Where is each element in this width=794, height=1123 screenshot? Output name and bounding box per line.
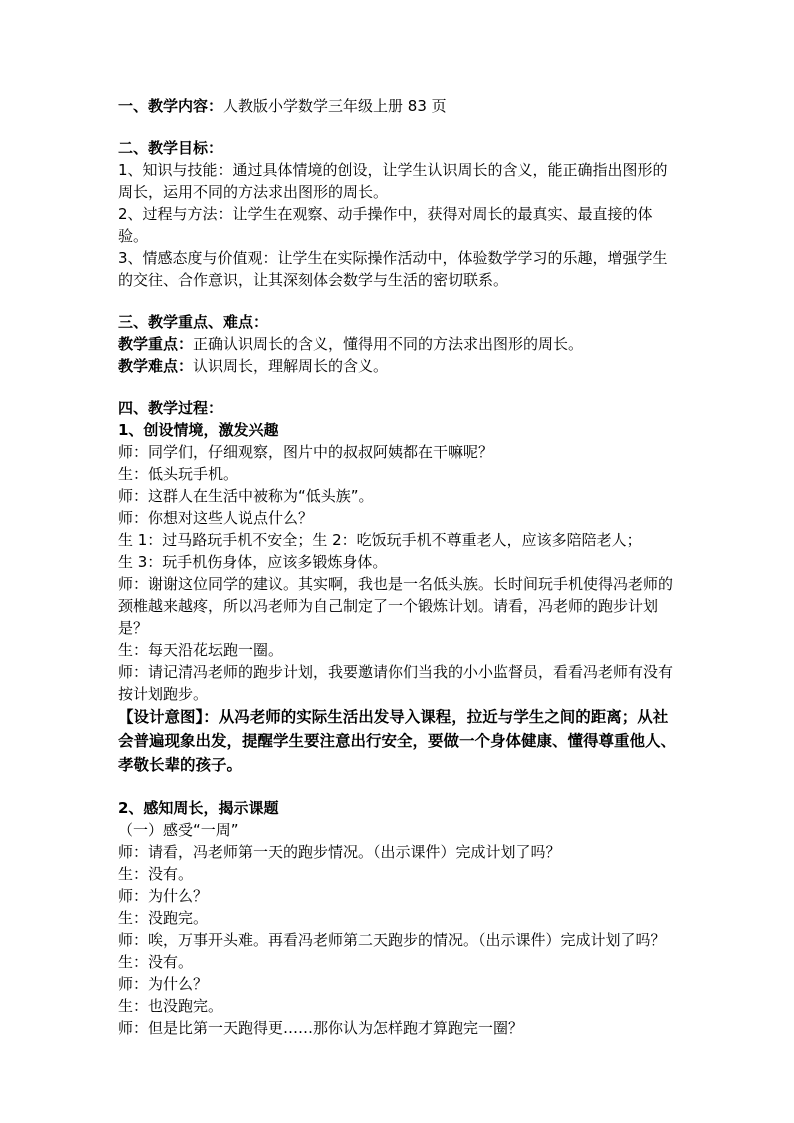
- teaching-focus: [118, 333, 682, 355]
- objectives-heading: 二、教学目标：: [118, 139, 224, 157]
- dialogue-line: 师：谢谢这位同学的建议。其实啊，我也是一名低头族。长时间玩手机使得冯老师的颈椎越来越疼，所以冯老师为自己制定了一个锻炼计划。请看，冯老师的跑步计划是？: [118, 575, 674, 637]
- keypoints-heading: 三、教学重点、难点：: [118, 313, 269, 331]
- dialogue-line: 师：同学们，仔细观察，图片中的叔叔阿姨都在干嘛呢？: [118, 443, 494, 461]
- dialogue-line: 生：没有。: [118, 953, 194, 971]
- section2-subtitle: （一）感受“一周”: [118, 821, 239, 839]
- teaching-content-label: 一、教学内容：: [118, 97, 224, 115]
- dialogue-line: 师：这群人在生活中被称为“低头族”。: [118, 487, 374, 505]
- dialogue-line: 师：请看，冯老师第一天的跑步情况。（出示课件）完成计划了吗？: [118, 843, 561, 861]
- dialogue-line: 生 3：玩手机伤身体，应该多锻炼身体。: [118, 553, 388, 571]
- teaching-difficulty-value: 认识周长，理解周长的含义。: [193, 357, 389, 375]
- teaching-focus-label: 教学重点：: [118, 335, 194, 353]
- dialogue-line: 生：没有。: [118, 865, 194, 883]
- dialogue-line: 师：但是比第一天跑得更……那你认为怎样跑才算跑完一圈？: [118, 1019, 524, 1037]
- dialogue-line: 师：你想对这些人说点什么？: [118, 509, 314, 527]
- dialogue-line: 师：唉，万事开头难。再看冯老师第二天跑步的情况。（出示课件）完成计划了吗？: [118, 931, 666, 949]
- dialogue-line: 师：为什么？: [118, 887, 209, 905]
- dialogue-line: 生 1：过马路玩手机不安全；生 2：吃饭玩手机不尊重老人，应该多陪陪老人；: [118, 531, 642, 549]
- teaching-difficulty: [118, 355, 682, 377]
- section1-title: 1、创设情境，激发兴趣: [118, 421, 279, 439]
- teaching-content-value: 人教版小学数学三年级上册 83 页: [223, 97, 447, 115]
- dialogue-line: 师：为什么？: [118, 975, 209, 993]
- teaching-difficulty-label: 教学难点：: [118, 357, 194, 375]
- dialogue-line: 生：没跑完。: [118, 909, 209, 927]
- objective-item: 2、过程与方法：让学生在观察、动手操作中，获得对周长的最真实、最直接的体验。: [118, 205, 653, 245]
- dialogue-line: 生：也没跑完。: [118, 997, 224, 1015]
- dialogue-line: 生：每天沿花坛跑一圈。: [118, 641, 284, 659]
- process-heading: 四、教学过程：: [118, 399, 224, 417]
- teaching-focus-value: 正确认识周长的含义，懂得用不同的方法求出图形的周长。: [193, 335, 584, 353]
- teaching-content: [118, 95, 682, 117]
- design-intent: 【设计意图】：从冯老师的实际生活出发导入课程，拉近与学生之间的距离；从社会普遍现象出发，提醒学生要注意出行安全，要做一个身体健康、懂得尊重他人、孝敬长辈的孩子。: [118, 708, 677, 774]
- dialogue-line: 生：低头玩手机。: [118, 465, 239, 483]
- dialogue-line: 师：请记清冯老师的跑步计划，我要邀请你们当我的小小监督员，看看冯老师有没有按计划跑步。: [118, 663, 674, 703]
- objective-item: 3、情感态度与价值观：让学生在实际操作活动中，体验数学学习的乐趣，增强学生的交往、合作意识，让其深刻体会数学与生活的密切联系。: [118, 249, 668, 289]
- objective-item: 1、知识与技能：通过具体情境的创设，让学生认识周长的含义，能正确指出图形的周长，运用不同的方法求出图形的周长。: [118, 161, 668, 201]
- section2-title: 2、感知周长，揭示课题: [118, 799, 279, 817]
